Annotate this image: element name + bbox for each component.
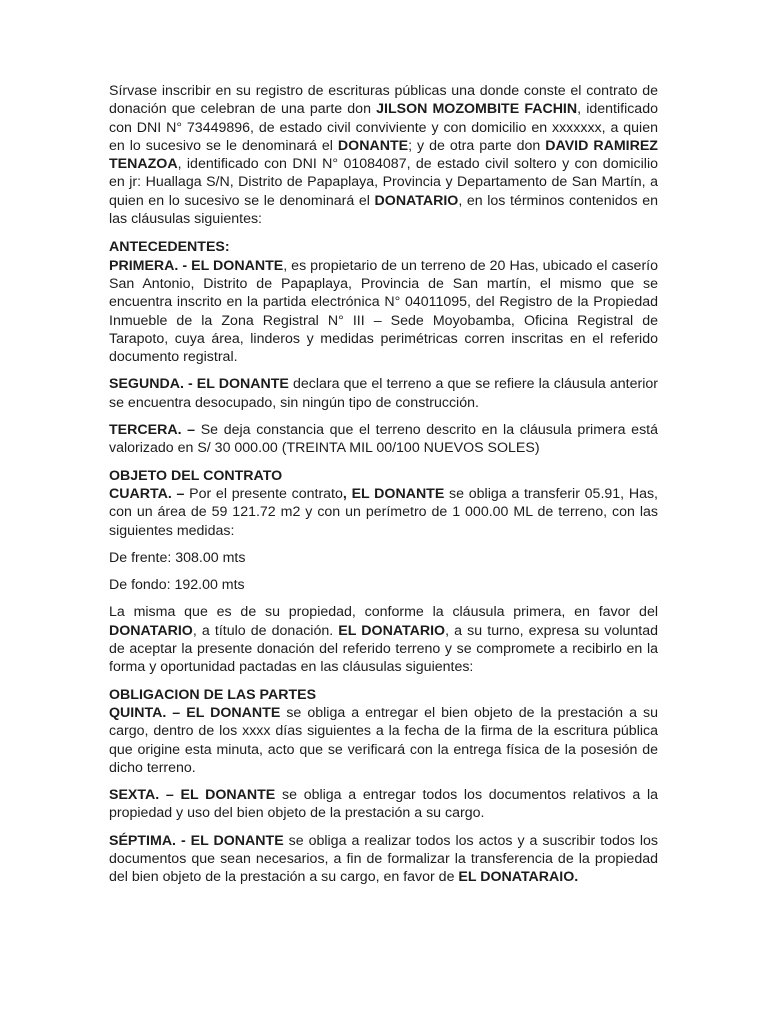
clause-tercera [109,421,658,458]
clause-quinta [109,704,658,777]
objeto-heading: OBJETO DEL CONTRATO [109,467,283,484]
obligacion-heading: OBLIGACION DE LAS PARTES [109,686,317,703]
measure-frente: De frente: 308.00 mts [109,549,246,566]
clause-septima [109,832,658,887]
intro-text-4: , identificado con DNI N° 01084087, de estado civil soltero y con domicilio en jr: Huallaga S/N, Distrito de Papaplaya, Provincia y Departamento de San Martín, a quien en lo sucesivo se le denominará el [109,156,658,209]
clause-tercera-lead: TERCERA. – [109,422,196,439]
donee-term: DONATARIO [374,192,459,209]
clause-sexta [109,786,658,823]
clause-primera [109,257,658,367]
measure-fondo: De fondo: 192.00 mts [109,577,245,594]
misma-paragraph [109,603,658,676]
misma-donee-2: EL DONATARIO [338,622,446,639]
clause-segunda-text: declara que el terreno a que se refiere la cláusula anterior se encuentra desocupado, sin ningún tipo de construcción. [109,376,658,411]
clause-septima-lead: SÉPTIMA. - EL DONANTE [109,832,284,849]
clause-cuarta-donor: , EL DONANTE [342,485,445,502]
antecedentes-heading: ANTECEDENTES: [109,239,230,256]
misma-text-2: , a título de donación. [192,622,339,639]
clause-cuarta-text-1: Por el presente contrato [184,485,343,502]
clause-septima-text: se obliga a realizar todos los actos y a suscribir todos los documentos que sean necesarios, a fin de formalizar la transferencia de la propiedad del bien objeto de la prestación a su cargo, en favor de [109,832,658,886]
clause-primera-text: , es propietario de un terreno de 20 Has, ubicado el caserío San Antonio, Distrito de Papaplaya, Provincia de San martín, el mismo que se encuentra inscrito en la partida electrónica N° 04011095, del Registro de la Propiedad Inmueble de la Zona Registral N° III – Sede Moyobamba, Oficina Registral de Tarapoto, cuya área, linderos y medidas perimétricas corren inscritas en el referido documento registral. [109,257,658,366]
intro-text-2: , identificado con DNI N° 73449896, de estado civil conviviente y con domicilio en xxxxxxx, a quien en lo sucesivo se le denominará el [109,101,658,154]
clause-quinta-lead: QUINTA. – EL DONANTE [109,704,281,721]
donee-name: DAVID RAMIREZ TENAZOA [109,137,658,173]
intro-paragraph [109,82,658,228]
clause-primera-lead: PRIMERA. - EL DONANTE [109,257,284,274]
misma-donee: DONATARIO [109,622,193,639]
misma-text-3: , a su turno, expresa su voluntad de aceptar la presente donación del referido terreno y se compromete a recibirlo en la forma y oportunidad pactadas en las cláusulas siguientes: [109,622,658,676]
clause-quinta-text: se obliga a entregar el bien objeto de la prestación a su cargo, dentro de los xxxx días siguientes a la fecha de la firma de la escritura pública que origine esta minuta, acto que se verificará con la entrega física de la posesión de dicho terreno. [109,704,658,776]
clause-segunda [109,375,658,412]
clause-sexta-lead: SEXTA. – EL DONANTE [109,787,276,804]
clause-tercera-text: Se deja constancia que el terreno descrito en la cláusula primera está valorizado en S/ 30 000.00 (TREINTA MIL 00/100 NUEVOS SOLES) [109,422,658,457]
donor-name: JILSON MOZOMBITE FACHIN [376,101,578,118]
intro-text-5: , en los términos contenidos en las cláusulas siguientes: [109,192,658,228]
clause-cuarta-lead: CUARTA. – [109,485,185,502]
intro-text-3: ; y de otra parte don [408,137,546,154]
intro-text-1: Sírvase inscribir en su registro de escrituras públicas una donde conste el contrato de donación que celebran de una parte don [109,83,658,118]
clause-septima-donee: EL DONATARAIO. [458,869,579,886]
donor-term: DONANTE [337,137,409,154]
document-page [109,82,658,896]
clause-segunda-lead: SEGUNDA. - EL DONANTE [109,376,289,393]
misma-text-1: La misma que es de su propiedad, conforme la cláusula primera, en favor del [109,604,658,621]
clause-cuarta [109,485,658,540]
clause-cuarta-text-2: se obliga a transferir 05.91, Has, con un área de 59 121.72 m2 y con un perímetro de 1 000.00 ML de terreno, con las siguientes medidas: [109,485,658,539]
clause-sexta-text: se obliga a entregar todos los documentos relativos a la propiedad y uso del bien objeto de la prestación a su cargo. [109,787,658,822]
